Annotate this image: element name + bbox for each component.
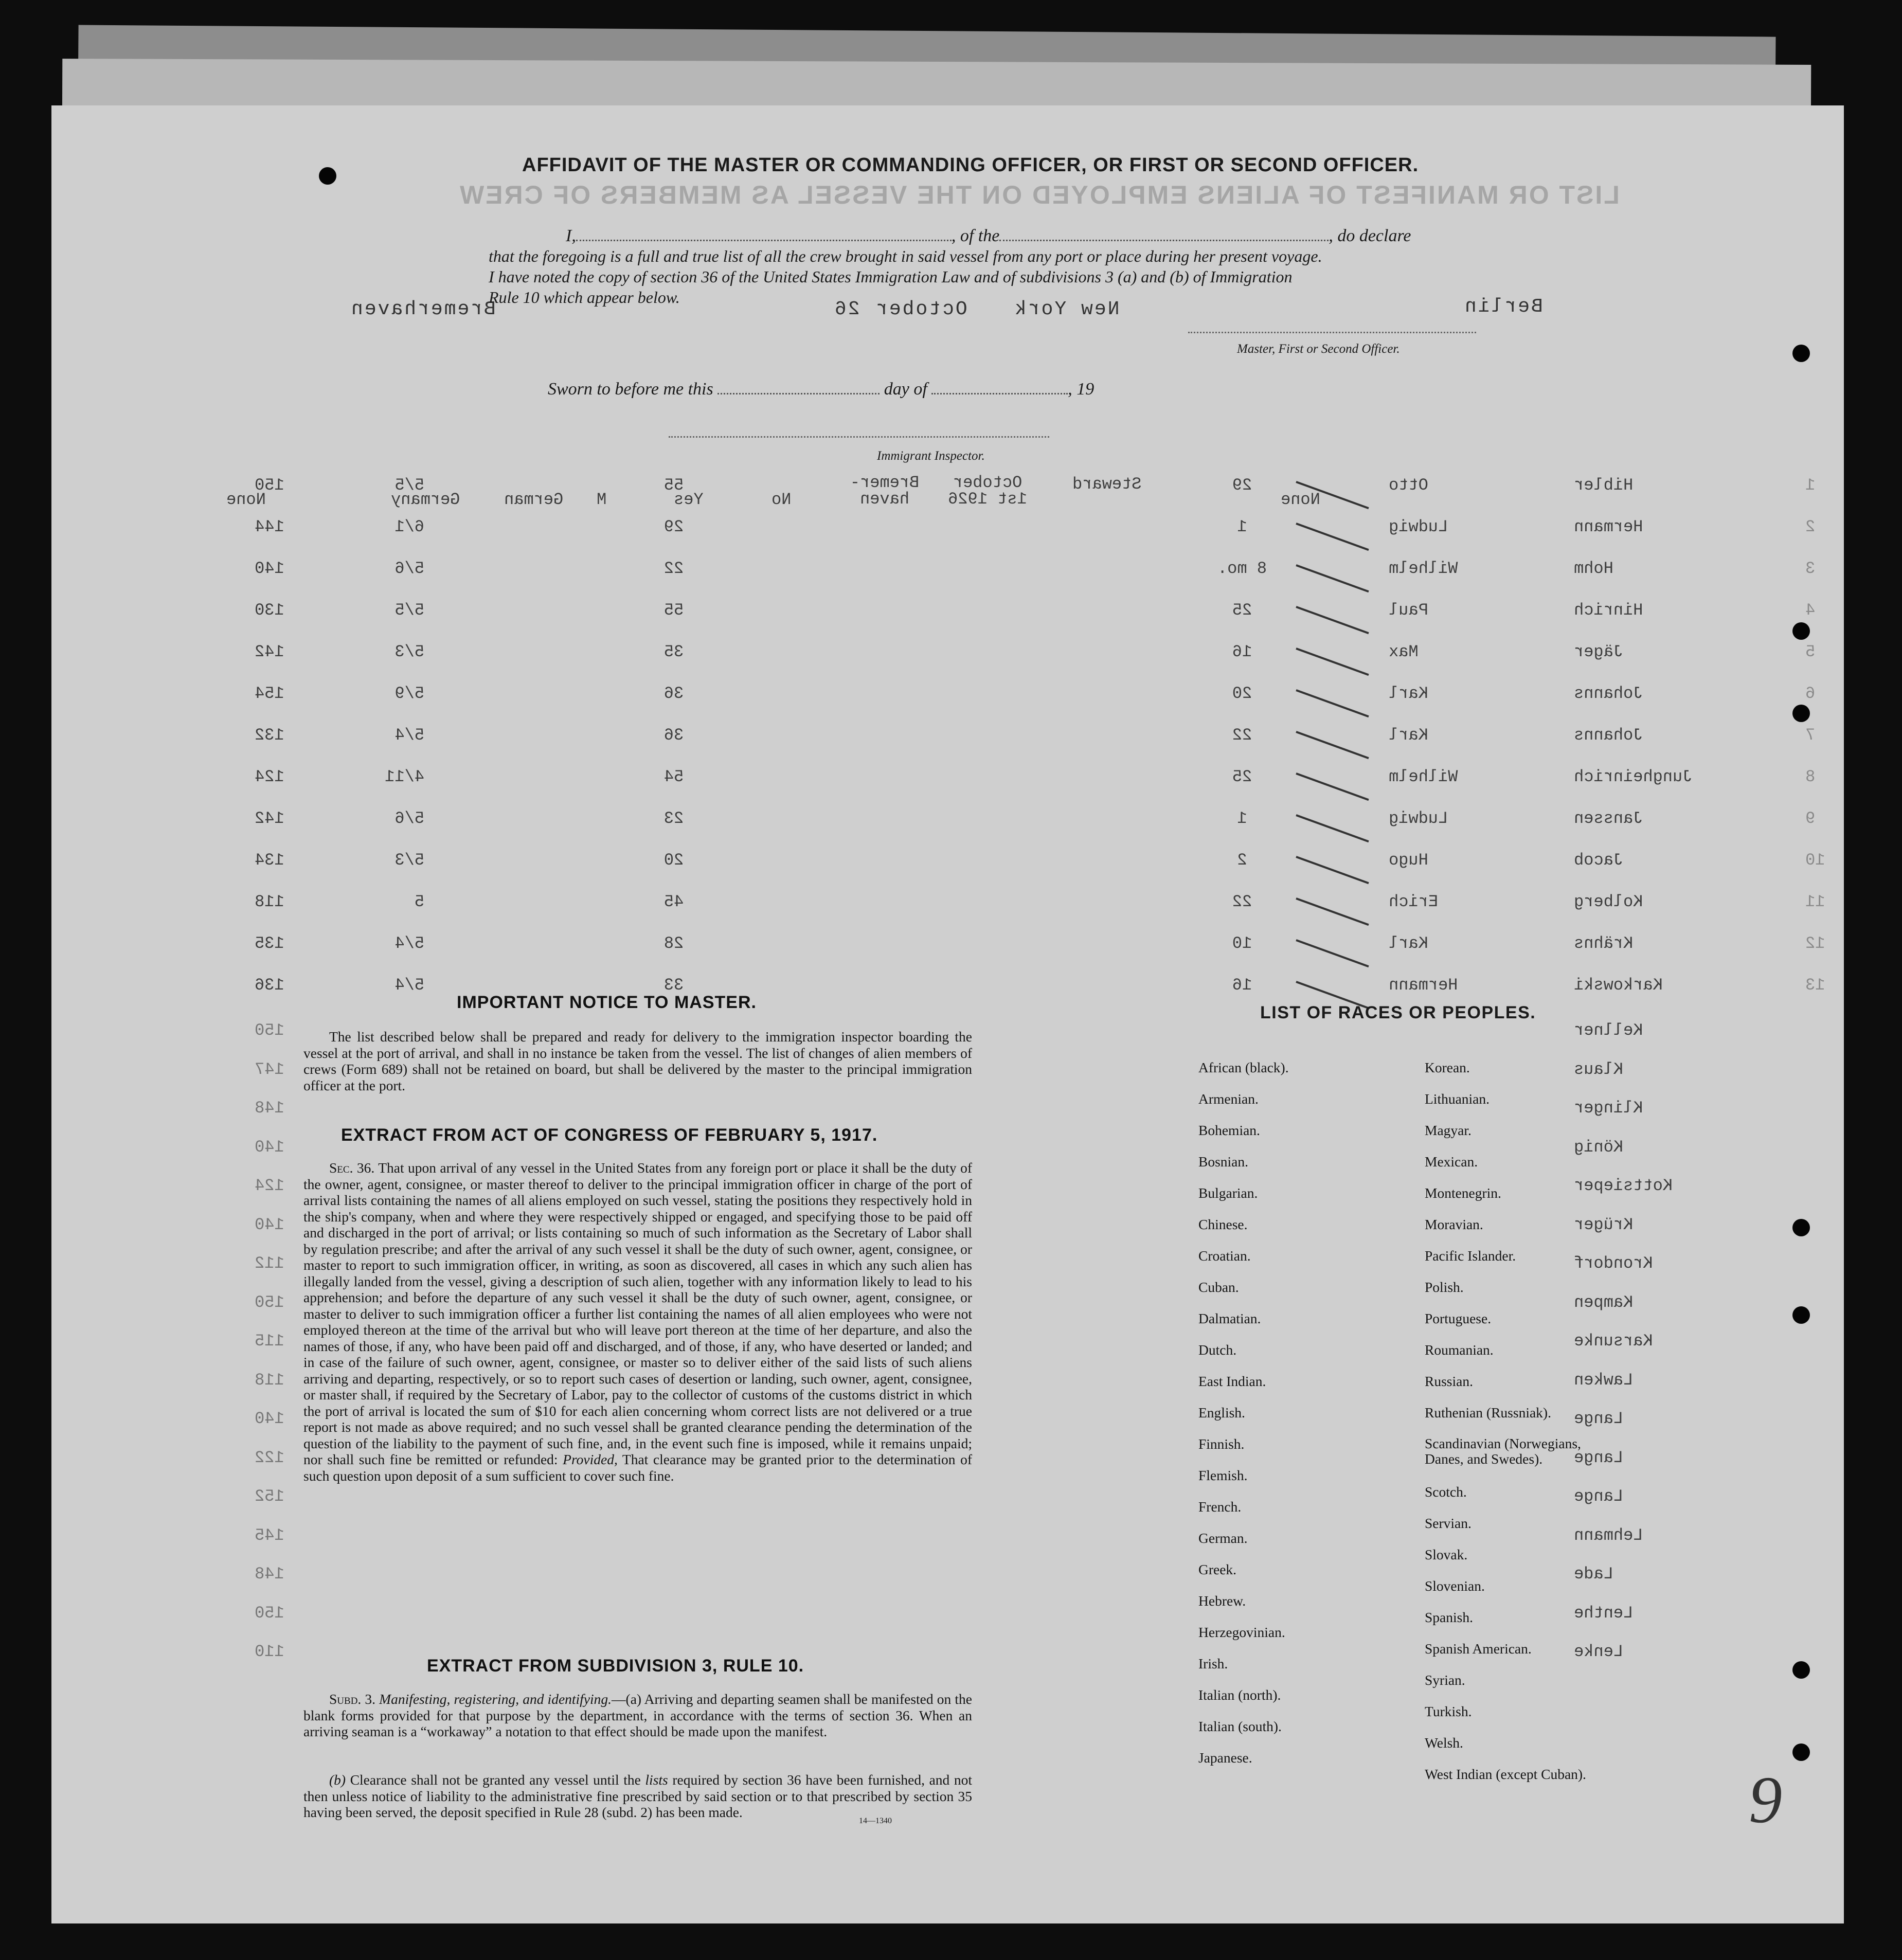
pencil-tick [1296,648,1369,676]
pencil-tick [1296,856,1369,884]
crew-age-cell: 2 [1237,851,1247,870]
master-signature-line [1188,332,1476,333]
crew-mid-cell: 20 [663,851,684,870]
crew-age-cell: 16 [1232,976,1252,995]
pencil-tick [1296,606,1369,634]
crew-wt-cell: 142 [255,809,284,828]
pencil-tick [1296,939,1369,967]
crew-surname-cell: Karsunke [1574,1332,1653,1351]
race-item: Syrian. [1425,1672,1465,1688]
races-title: LIST OF RACES OR PEOPLES. [1260,1003,1536,1022]
crew-num-cell: 1 [1805,476,1816,495]
crew-mid-cell: 45 [663,892,684,911]
race-item: Ruthenian (Russniak). [1425,1405,1551,1420]
crew-surname-cell: Lange [1574,1487,1624,1506]
crew-ht-cell: 5/3 [394,851,424,870]
crew-surname-cell: Lenke [1574,1642,1624,1661]
crew-mid-cell: 55 [663,476,684,495]
crew-sur-cell: Karkowski [1574,976,1663,995]
crew-giv-cell: Karl [1389,726,1428,745]
crew-num-cell: 5 [1805,642,1816,661]
crew-giv-cell: Wilhelm [1389,559,1458,578]
crew-age-cell: 8 mo. [1217,559,1267,578]
race-item: Russian. [1425,1373,1473,1389]
crew-age-cell: 22 [1232,892,1252,911]
crew-ht-cell: 6/1 [394,517,424,536]
pencil-tick [1296,564,1369,592]
crew-age-cell: 16 [1232,642,1252,661]
crew-mid-cell: 29 [663,517,684,536]
crew-ht-cell: 5/4 [394,934,424,953]
race-item: Korean. [1425,1059,1470,1075]
crew-sur-cell: Johanns [1574,726,1643,745]
crew-weight-cell: 115 [255,1332,284,1351]
race-item: Spanish American. [1425,1641,1532,1657]
race-item: Bulgarian. [1198,1185,1258,1201]
crew-num-cell: 12 [1805,934,1825,953]
act-body: Sec. 36. That upon arrival of any vessel in the United States from any foreign port or place it shall be the duty of the owner, agent, consignee, or master thereof to deliver to the principal immigration officer in charge of the port of arrival lists containing the names of all aliens employed on such vessel, stating the positions they respectively hold in the ship's company, when and where they were respectively shipped or engaged, and specifying those to be paid off and discharged in the port of arrival; or lists containing so much of such information as the Secretary of Labor shall by regulation prescribe; and after the arrival of any such vessel it shall be the duty of such owner, agent, consignee, or master to report to such immigration officer, in writing, as soon as discovered, all cases in which any such alien has illegally landed from the vessel, giving a description of such alien, together with any information likely to lead to his apprehension; and before the departure of any such vessel it shall be the duty of such owner, agent, consignee, or master to deliver to such immigration officer a further list containing the names of all alien employees who were not employed thereon at the time of the arrival but who will leave port thereon at the time of her departure, and also the names of those, if any, who have been paid off and discharged, and of those, if any, who have deserted or landed; and in case of the failure of such owner, agent, consignee, or master so to deliver either of the said lists of such aliens arriving and departing, respectively, or so to report such cases of desertion or landing, such owner, agent, consignee, or master shall, if required by the Secretary of Labor, pay to the collector of customs of the customs district in which the port of arrival is located the sum of $10 for each alien concerning whom correct lists are not delivered or a true report is not made as above required; and no such vessel shall be granted clearance pending the determination of the question of the liability to the payment of such fine, and, in the event such fine is imposed, while it remains unpaid; nor shall such fine be remitted or refunded: Provided, That clearance may be granted prior to the determination of such question upon deposit of a sum sufficient to cover such fine. [303,1160,973,1484]
crew-giv-cell: Karl [1389,684,1428,703]
race-item: English. [1198,1405,1245,1420]
crew-giv-cell: Ludwig [1389,809,1448,828]
manifest-page [51,105,1844,1923]
race-item: Turkish. [1425,1703,1472,1719]
race-item: Moravian. [1425,1216,1483,1232]
crew-weight-cell: 112 [255,1254,284,1273]
act-title: EXTRACT FROM ACT OF CONGRESS OF FEBRUARY 5, 1917. [341,1125,878,1145]
crew-age-cell: 25 [1232,601,1252,620]
crew-mid-cell: 36 [663,684,684,703]
crew-wt-cell: 136 [255,976,284,995]
crew-weight-cell: 150 [255,1603,284,1623]
notice-title: IMPORTANT NOTICE TO MASTER. [457,993,757,1012]
crew-row-lower [51,1487,1844,1518]
race-item: Servian. [1425,1515,1472,1531]
race-item: Welsh. [1425,1735,1463,1751]
crew-surname-cell: Kampen [1574,1292,1634,1312]
crew-weight-cell: 140 [255,1137,284,1157]
crew-row [51,809,1844,840]
race-item: Italian (south). [1198,1718,1282,1734]
crew-giv-cell: Erich [1389,892,1439,911]
crew-sur-cell: Janssen [1574,809,1643,828]
punch-hole [1792,1743,1810,1761]
crew-weight-cell: 145 [255,1525,284,1545]
crew-mid-cell: 55 [663,601,684,620]
crew-wt-cell: 142 [255,642,284,661]
race-item: Flemish. [1198,1467,1248,1483]
crew-age-cell: 1 [1237,809,1247,828]
race-item: Japanese. [1198,1750,1252,1766]
sworn-line: Sworn to before me this day of , 19 [548,380,1094,399]
crew-surname-cell: Kottsieper [1574,1176,1673,1195]
race-item: African (black). [1198,1059,1289,1075]
crew-giv-cell: Paul [1389,601,1428,620]
crew-weight-cell: 124 [255,1176,284,1195]
crew-sur-cell: Krähns [1574,934,1634,953]
rule-body-a: Subd. 3. Manifesting, registering, and identifying.—(a) Arriving and departing seamen shall be manifested on the blank forms provided for that purpose by the department, in accordance with the terms of section 36. When an arriving seaman is a “workaway” a notation to that effect should be made upon the manifest. [303,1691,972,1739]
crew-sur-cell: Jacob [1574,851,1624,870]
crew-age-cell: 22 [1232,726,1252,745]
pencil-mark: 9 [1749,1763,1782,1837]
crew-surname-cell: Lawken [1574,1370,1634,1390]
crew-weight-cell: 140 [255,1409,284,1428]
crew-mid-cell: 23 [663,809,684,828]
crew-surname-cell: Lenthe [1574,1603,1634,1623]
crew-num-cell: 3 [1805,559,1816,578]
crew-weight-cell: 140 [255,1215,284,1234]
crew-weight-cell: 110 [255,1642,284,1661]
race-item: East Indian. [1198,1373,1266,1389]
crew-row [51,934,1844,965]
crew-wt-cell: 135 [255,934,284,953]
bleed-month: October [874,298,967,320]
crew-row-lower [51,1565,1844,1595]
crew-ht-cell: 5/4 [394,726,424,745]
crew-giv-cell: Max [1389,642,1419,661]
crew-wt-cell: 144 [255,517,284,536]
crew-row [51,976,1844,1006]
crew-row [51,642,1844,673]
bleed-day: 26 [833,298,860,320]
pencil-tick [1296,772,1369,801]
race-item: Spanish. [1425,1609,1473,1625]
crew-wt-cell: 124 [255,767,284,786]
race-item: Portuguese. [1425,1310,1492,1326]
race-item: French. [1198,1499,1242,1515]
pencil-tick [1296,731,1369,759]
crew-wt-cell: 154 [255,684,284,703]
crew-row [51,684,1844,715]
crew-giv-cell: Otto [1389,476,1428,495]
race-item: Armenian. [1198,1091,1259,1107]
crew-row [51,517,1844,548]
crew-age-cell: 20 [1232,684,1252,703]
crew-num-cell: 8 [1805,767,1816,786]
race-item: Montenegrin. [1425,1185,1501,1201]
crew-row [51,851,1844,882]
crew-row-lower [51,1604,1844,1634]
crew-surname-cell: Lange [1574,1448,1624,1467]
crew-sur-cell: Johanns [1574,684,1643,703]
crew-surname-cell: Krondorf [1574,1254,1653,1273]
pencil-tick [1296,689,1369,717]
crew-ht-cell: 5/4 [394,976,424,995]
race-item: Bohemian. [1198,1122,1260,1138]
inspector-signature-label: Immigrant Inspector. [877,449,985,463]
crew-surname-cell: Klinger [1574,1099,1643,1118]
crew-weight-cell: 152 [255,1487,284,1506]
crew-weight-cell: 148 [255,1565,284,1584]
rule-title: EXTRACT FROM SUBDIVISION 3, RULE 10. [427,1656,804,1676]
crew-ht-cell: 5/6 [394,809,424,828]
crew-giv-cell: Wilhelm [1389,767,1458,786]
punch-hole [1792,345,1810,362]
inspector-signature-line [669,436,1049,438]
crew-num-cell: 4 [1805,601,1816,620]
master-signature-label: Master, First or Second Officer. [1237,342,1400,356]
bleed-port-from: Bremerhaven [350,298,496,320]
crew-row [51,601,1844,632]
crew-row-lower [51,1642,1844,1673]
crew-sur-cell: Hermann [1574,517,1643,536]
punch-hole [319,167,336,185]
crew-surname-cell: Kellner [1574,1021,1643,1040]
crew-mid-cell: 22 [663,559,684,578]
race-item: Chinese. [1198,1216,1248,1232]
crew-ht-cell: 5/5 [394,601,424,620]
crew-giv-cell: Karl [1389,934,1428,953]
crew-ht-cell: 5 [414,892,424,911]
race-item: Bosnian. [1198,1154,1249,1170]
crew-row [51,767,1844,798]
affidavit-text: Rule 10 which appear below. [489,288,680,307]
crew-num-cell: 2 [1805,517,1816,536]
race-item: West Indian (except Cuban). [1425,1766,1586,1782]
pencil-tick [1296,897,1369,926]
crew-sur-cell: Jäger [1574,642,1624,661]
crew-num-cell: 10 [1805,851,1825,870]
race-item: Dutch. [1198,1342,1237,1358]
notice-body: The list described below shall be prepared and ready for delivery to the immigration inspector boarding the vessel at the port of arrival, and shall in no instance be taken from the vessel. The list of changes of alien members of crews (Form 689) shall not be retained on board, but shall be delivered by the master to the principal immigration officer at the port. [303,1029,972,1093]
crew-num-cell: 11 [1805,892,1825,911]
race-item: Mexican. [1425,1154,1478,1170]
race-item: Herzegovinian. [1198,1624,1285,1640]
crew-mid-cell: 54 [663,767,684,786]
crew-sur-cell: Hinrich [1574,601,1643,620]
crew-wt-cell: 134 [255,851,284,870]
affidavit-text: that the foregoing is a full and true list of all the crew brought in said vessel from any port or place during her present voyage. [489,247,1322,265]
crew-row [51,726,1844,757]
crew-weight-cell: 148 [255,1099,284,1118]
crew-ht-cell: 5/5 [394,476,424,495]
race-item: German. [1198,1530,1248,1546]
crew-weight-cell: 122 [255,1448,284,1467]
crew-num-cell: 7 [1805,726,1816,745]
race-item: Lithuanian. [1425,1091,1490,1107]
affidavit-text: I have noted the copy of section 36 of the United States Immigration Law and of subdivisions 3 (a) and (b) of Immigration [489,267,1293,286]
race-item: Italian (north). [1198,1687,1281,1703]
crew-age-cell: 1 [1237,517,1247,536]
crew-weight-cell: 150 [255,1292,284,1312]
crew-sur-cell: Kolberg [1574,892,1643,911]
crew-row-lower [51,1099,1844,1129]
crew-weight-cell: 118 [255,1370,284,1390]
crew-wt-cell: 118 [255,892,284,911]
crew-surname-cell: Krüger [1574,1215,1634,1234]
crew-num-cell: 13 [1805,976,1825,995]
crew-wt-cell: 130 [255,601,284,620]
crew-weight-cell: 147 [255,1059,284,1079]
race-item: Polish. [1425,1279,1464,1295]
pencil-tick [1296,523,1369,551]
crew-wt-cell: 140 [255,559,284,578]
crew-mid-cell: 33 [663,976,684,995]
crew-num-cell: 9 [1805,809,1816,828]
bleed-port-to: New York [1013,298,1120,320]
crew-giv-cell: Ludwig [1389,517,1448,536]
race-item: Slovak. [1425,1547,1468,1562]
crew-ht-cell: 5/6 [394,559,424,578]
crew-age-cell: 29 [1232,476,1252,495]
crew-giv-cell: Hugo [1389,851,1428,870]
crew-surname-cell: Lange [1574,1409,1624,1428]
crew-row [51,892,1844,923]
race-item: Slovenian. [1425,1578,1485,1594]
race-item: Finnish. [1198,1436,1245,1452]
crew-wt-cell: 150 [255,476,284,495]
crew-surname-cell: Lehmann [1574,1525,1643,1545]
crew-row-lower [51,1526,1844,1557]
race-item: Scotch. [1425,1484,1467,1500]
form-number: 14—1340 [859,1817,892,1825]
crew-mid-cell: 28 [663,934,684,953]
crew-sur-cell: Jungheinrich [1574,767,1693,786]
crew-surname-cell: Lade [1574,1565,1613,1584]
race-item: Scandinavian (Norwegians, Danes, and Swedes). [1425,1435,1581,1467]
crew-mid-cell: 35 [663,642,684,661]
crew-num-cell: 6 [1805,684,1816,703]
race-item: Magyar. [1425,1122,1472,1138]
crew-surname-cell: Klaus [1574,1059,1624,1079]
race-item: Irish. [1198,1656,1228,1671]
crew-sur-cell: Hohm [1574,559,1613,578]
crew-wt-cell: 132 [255,726,284,745]
crew-weight-cell: 150 [255,1021,284,1040]
crew-giv-cell: Hermann [1389,976,1458,995]
bleed-through-header: LIST OR MANIFEST OF ALIENS EMPLOYED ON THE VESSEL AS MEMBERS OF CREW [458,181,1620,209]
race-item: Hebrew. [1198,1593,1246,1609]
crew-ht-cell: 5/9 [394,684,424,703]
race-item: Cuban. [1198,1279,1239,1295]
crew-age-cell: 25 [1232,767,1252,786]
pencil-tick [1296,814,1369,842]
affidavit-title: AFFIDAVIT OF THE MASTER OR COMMANDING OFFICER, OR FIRST OR SECOND OFFICER. [522,154,1419,176]
bleed-ship-name: Berlin [1463,296,1543,318]
crew-row-extra: Steward October 1st 1926 Bremer-haven No Yes M German Germany None None [226,473,1320,509]
rule-body-b: (b) Clearance shall not be granted any vessel until the lists required by section 36 have been furnished, and not then unless notice of liability to the administrative fine prescribed by said section or to that prescribed by section 35 having been served, the deposit specified in Rule 28 (subd. 2) has been made. [303,1772,973,1820]
crew-ht-cell: 5/3 [394,642,424,661]
crew-mid-cell: 36 [663,726,684,745]
race-item: Dalmatian. [1198,1310,1261,1326]
race-item: Roumanian. [1425,1342,1494,1358]
affidavit-declaration-line: I, , of the , do declare [566,226,1411,245]
race-item: Greek. [1198,1561,1237,1577]
race-item: Croatian. [1198,1248,1251,1264]
race-item: Pacific Islander. [1425,1248,1516,1264]
crew-age-cell: 10 [1232,934,1252,953]
crew-sur-cell: Hibler [1574,476,1634,495]
crew-ht-cell: 4/11 [385,767,424,786]
crew-surname-cell: König [1574,1137,1624,1157]
crew-row [51,559,1844,590]
